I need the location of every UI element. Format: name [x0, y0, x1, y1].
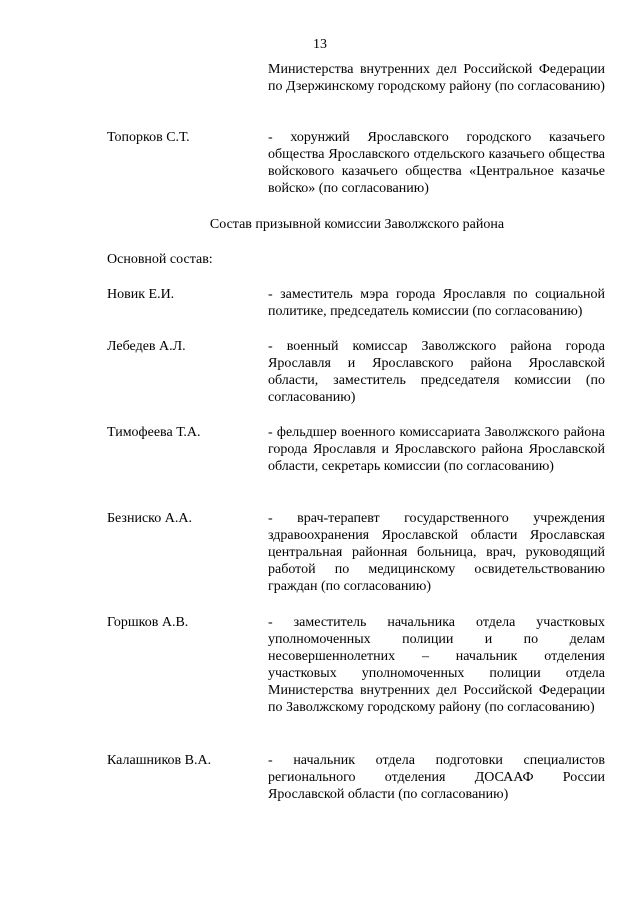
member-name: Новик Е.И.	[107, 287, 175, 302]
member-role: - фельдшер военного комиссариата Заволжского района города Ярославля и Ярославского района Ярославской области, секретарь комиссии (по согласованию)	[268, 425, 605, 474]
member-name-toporkov: Топорков С.Т.	[107, 130, 190, 145]
member-role: - начальник отдела подготовки специалистов регионального отделения ДОСААФ России Ярославской области (по согласованию)	[268, 753, 605, 802]
member-name: Горшков А.В.	[107, 615, 189, 630]
member-role: - врач-терапевт государственного учреждения здравоохранения Ярославской области Ярославская центральная районная больница, врач, руководящий работой по медицинскому освидетельствованию граждан (по согласованию)	[268, 511, 605, 594]
member-name: Безниско А.А.	[107, 511, 192, 526]
member-role: - заместитель мэра города Ярославля по социальной политике, председатель комиссии (по согласованию)	[268, 287, 605, 319]
member-name: Тимофеева Т.А.	[107, 425, 201, 440]
member-name: Лебедев А.Л.	[107, 339, 186, 354]
member-role: - заместитель начальника отдела участковых уполномоченных полиции и по делам несовершеннолетних – начальник отделения участковых уполномоченных полиции отдела Министерства внутренних дел Российской Федерации по Заволжскому городскому району (по согласованию)	[268, 615, 605, 715]
main-composition-heading: Основной состав:	[107, 252, 213, 267]
page-number: 13	[313, 37, 327, 52]
section-title: Состав призывной комиссии Заволжского района	[209, 217, 505, 232]
member-name: Калашников В.А.	[107, 753, 212, 768]
member-role-toporkov: - хорунжий Ярославского городского казачьего общества Ярославского отдельского казачьего общества войскового казачьего общества «Центральное казачье войско» (по согласованию)	[268, 130, 605, 196]
member-role: - военный комиссар Заволжского района города Ярославля и Ярославского района Ярославской области, заместитель председателя комиссии (по согласованию)	[268, 339, 605, 405]
continuation-text: Министерства внутренних дел Российской Федерации по Дзержинскому городскому району (по согласованию)	[268, 62, 605, 94]
